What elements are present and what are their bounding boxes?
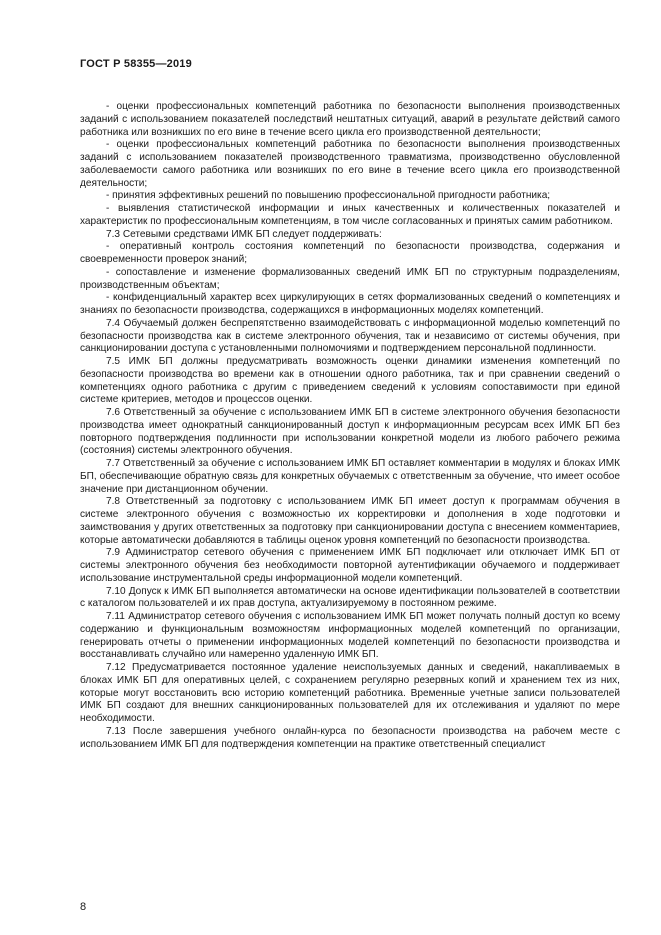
paragraph: - оценки профессиональных компетенций работника по безопасности выполнения производственных заданий с использованием показателей производственного травматизма, производственно обусловленной заболеваемости самого работника или возникших по его вине в течение всего цикла его производственной деятельности; [80,139,620,189]
page-number: 8 [80,901,87,913]
paragraph: 7.10 Допуск к ИМК БП выполняется автоматически на основе идентификации пользователей в соответствии с каталогом пользователей и их прав доступа, актуализируемому в постоянном режиме. [80,585,620,610]
paragraph: 7.11 Администратор сетевого обучения с использованием ИМК БП может получать полный доступ ко всему содержанию и функциональным возможностям информационных моделей компетенций по организации, генерировать отчеты о применении информационных моделей компетенций по безопасности производства и восстанавливать случайно или намеренно удаленную ИМК БП. [80,611,620,661]
paragraph: 7.5 ИМК БП должны предусматривать возможность оценки динамики изменения компетенций по безопасности производства во времени как в отношении одного работника, так и при сравнении сведений о компетенциях одного работника с другим с приведением сведений к условиям сопоставимости при единой системе критериев, методов и процессов оценки. [80,356,620,406]
paragraph: 7.13 После завершения учебного онлайн-курса по безопасности производства на рабочем месте с использованием ИМК БП для подтверждения компетенции на практике ответственный специалист [80,725,620,750]
document-body [80,101,620,751]
paragraph: 7.7 Ответственный за обучение с использованием ИМК БП оставляет комментарии в модулях и блоках ИМК БП, обеспечивающие обратную связь для конкретных обучаемых с ответственным за обучение, что имеет особое значение при дистанционном обучении. [80,458,620,495]
paragraph: 7.8 Ответственный за подготовку с использованием ИМК БП имеет доступ к программам обучения в системе электронного обучения с возможностью их корректировки и дополнения в ходе подготовки и заимствования у других ответственных за подготовку при санкционировании доступа с внесением комментариев, которые автоматически добавляются в таблицы оценок уровня компетенций по безопасности производства. [80,496,620,546]
paragraph: - сопоставление и изменение формализованных сведений ИМК БП по структурным подразделениям, производственным объектам; [80,266,620,291]
paragraph: 7.3 Сетевыми средствами ИМК БП следует поддерживать: [106,228,382,240]
paragraph: - выявления статистической информации и иных качественных и количественных показателей и характеристик по профессиональным компетенциям, в том числе согласованных и принятых самим работником. [80,203,620,227]
paragraph: 7.4 Обучаемый должен беспрепятственно взаимодействовать с информационной моделью компетенций по безопасности производства как в системе электронного обучения, так и независимо от системы обучения, при санкционировании доступа с установленными полномочиями и подтверждением персональной подлинности. [80,317,620,355]
paragraph: - оперативный контроль состояния компетенций по безопасности производства, содержания и своевременности проверок знаний; [80,241,620,265]
paragraph: - конфиденциальный характер всех циркулирующих в сетях формализованных сведений о компетенциях и знаниях по безопасности производства, содержащихся в информационных моделях компетенций. [80,292,620,316]
paragraph: 7.6 Ответственный за обучение с использованием ИМК БП в системе электронного обучения безопасности производства имеет однократный санкционированный доступ к информационным ресурсам всех ИМК БП без повторного подтверждения подлинности при использовании конкретной модели из любого рабочего режима (состояния) системы электронного обучения. [80,407,620,457]
paragraph: - оценки профессиональных компетенций работника по безопасности выполнения производственных заданий с использованием показателей последствий нештатных ситуаций, аварий в результате действий самого работника или возникших по его вине в течение всего цикла его производственной деятельности; [80,101,620,138]
standard-designation: ГОСТ Р 58355—2019 [80,58,192,70]
paragraph: 7.9 Администратор сетевого обучения с применением ИМК БП подключает или отключает ИМК БП от системы электронного обучения без необходимости повторной аутентификации обучаемого и поддерживает использование инструментальной среды информационной модели компетенций. [80,547,620,584]
paragraph: 7.12 Предусматривается постоянное удаление неиспользуемых данных и сведений, накапливаемых в блоках ИМК БП для оперативных целей, с сохранением регулярно резервных копий и хранением тех из них, которые могут восстановить всю историю компетенций работника. Временные учетные записи пользователей ИМК БП создают для внешних санкционированных пользователей для их отслеживания и удаляют по мере необходимости. [80,662,620,724]
paragraph: - принятия эффективных решений по повышению профессиональной пригодности работника; [106,190,551,202]
